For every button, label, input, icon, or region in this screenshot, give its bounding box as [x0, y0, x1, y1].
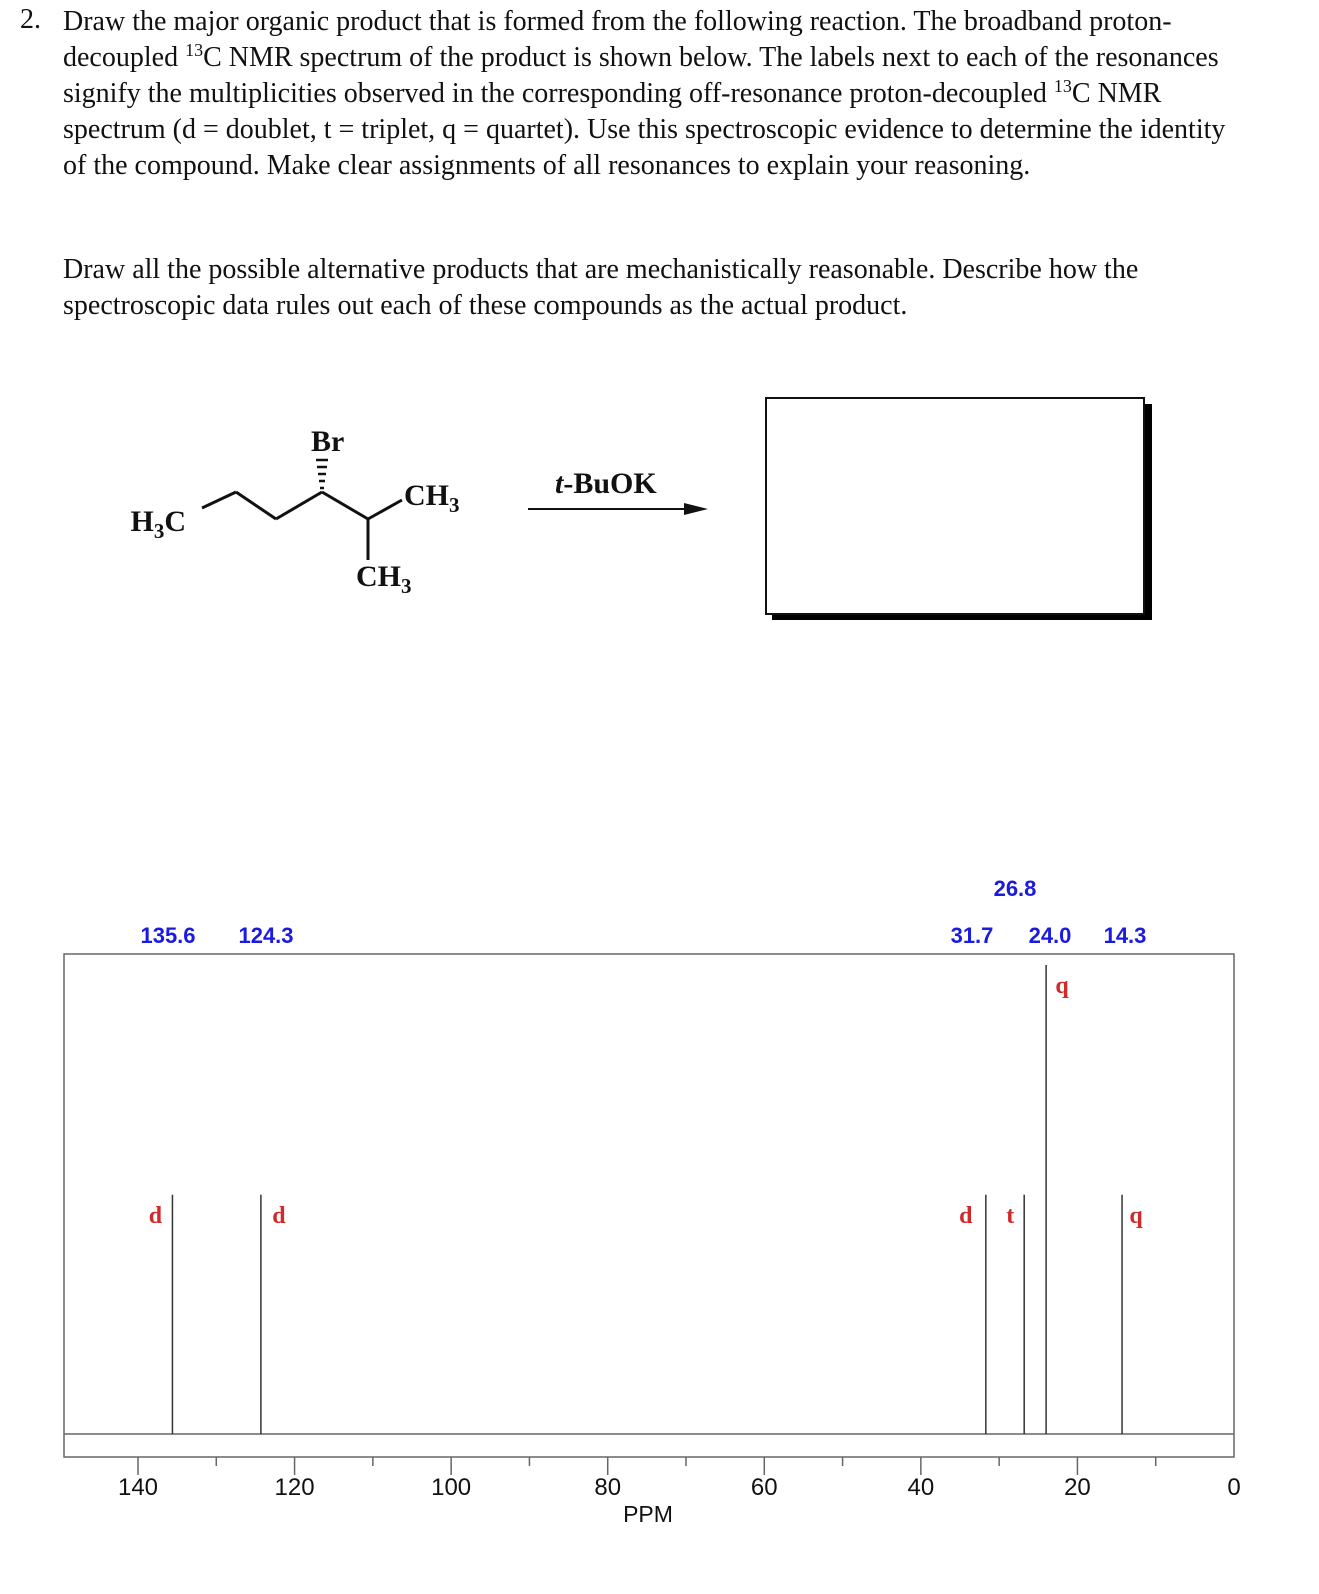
- right-methyl-label: $CH_3$: [404, 479, 460, 517]
- left-methyl-label: $H_3C$: [130, 505, 186, 543]
- tick-label: 0: [1227, 1474, 1241, 1501]
- question-paragraph-2: Draw all the possible alternative products that are mechanistically reasonable. Describe how the spectroscopic data rules out each of these compounds as the actual product.: [63, 254, 1139, 321]
- tick-label: 100: [431, 1474, 472, 1501]
- tick-label: 60: [750, 1474, 778, 1501]
- chemical-shift-label: 31.7: [950, 923, 994, 948]
- bromine-label: Br: [311, 425, 345, 458]
- tick-label: 20: [1064, 1474, 1091, 1501]
- x-axis: [118, 1457, 1241, 1501]
- tick-label: 80: [594, 1474, 622, 1501]
- chemical-shift-label: 14.3: [1103, 923, 1147, 948]
- multiplicity-label: t: [1006, 1202, 1015, 1229]
- question-number: 2.: [20, 4, 41, 35]
- question-paragraph-1: Draw the major organic product that is formed from the following reaction. The broadband proton-decoupled $^{13}$C NMR spectrum of the product is shown below. The labels next to each of the resonances signify the multiplicities observed in the corresponding off-resonance proton-decoupled $^{13}$C NMR spectrum (d = doublet, t = triplet, q = quartet). Use this spectroscopic evidence to determine the identity of the compound. Make clear assignments of all resonances to explain your reasoning.: [63, 6, 1226, 181]
- multiplicity-label: q: [1055, 973, 1069, 999]
- x-axis-label: PPM: [623, 1501, 673, 1527]
- tick-label: 40: [907, 1474, 935, 1501]
- multiplicity-label: d: [272, 1202, 286, 1229]
- chemical-shift-label: 135.6: [140, 923, 196, 948]
- multiplicity-label: d: [148, 1202, 163, 1229]
- peaks: [140, 876, 1146, 1434]
- chemical-shift-label: 124.3: [238, 923, 294, 948]
- chemical-shift-label: 24.0: [1028, 923, 1072, 948]
- reagent-label: t-BuOK: [555, 467, 657, 500]
- multiplicity-label: q: [1129, 1202, 1143, 1229]
- lower-methyl-label: $CH_3$: [356, 560, 412, 598]
- chemical-shift-label: 26.8: [993, 876, 1037, 901]
- plot-frame: [64, 954, 1234, 1457]
- tick-label: 120: [274, 1474, 315, 1501]
- tick-label: 140: [117, 1474, 159, 1501]
- multiplicity-label: d: [959, 1202, 973, 1229]
